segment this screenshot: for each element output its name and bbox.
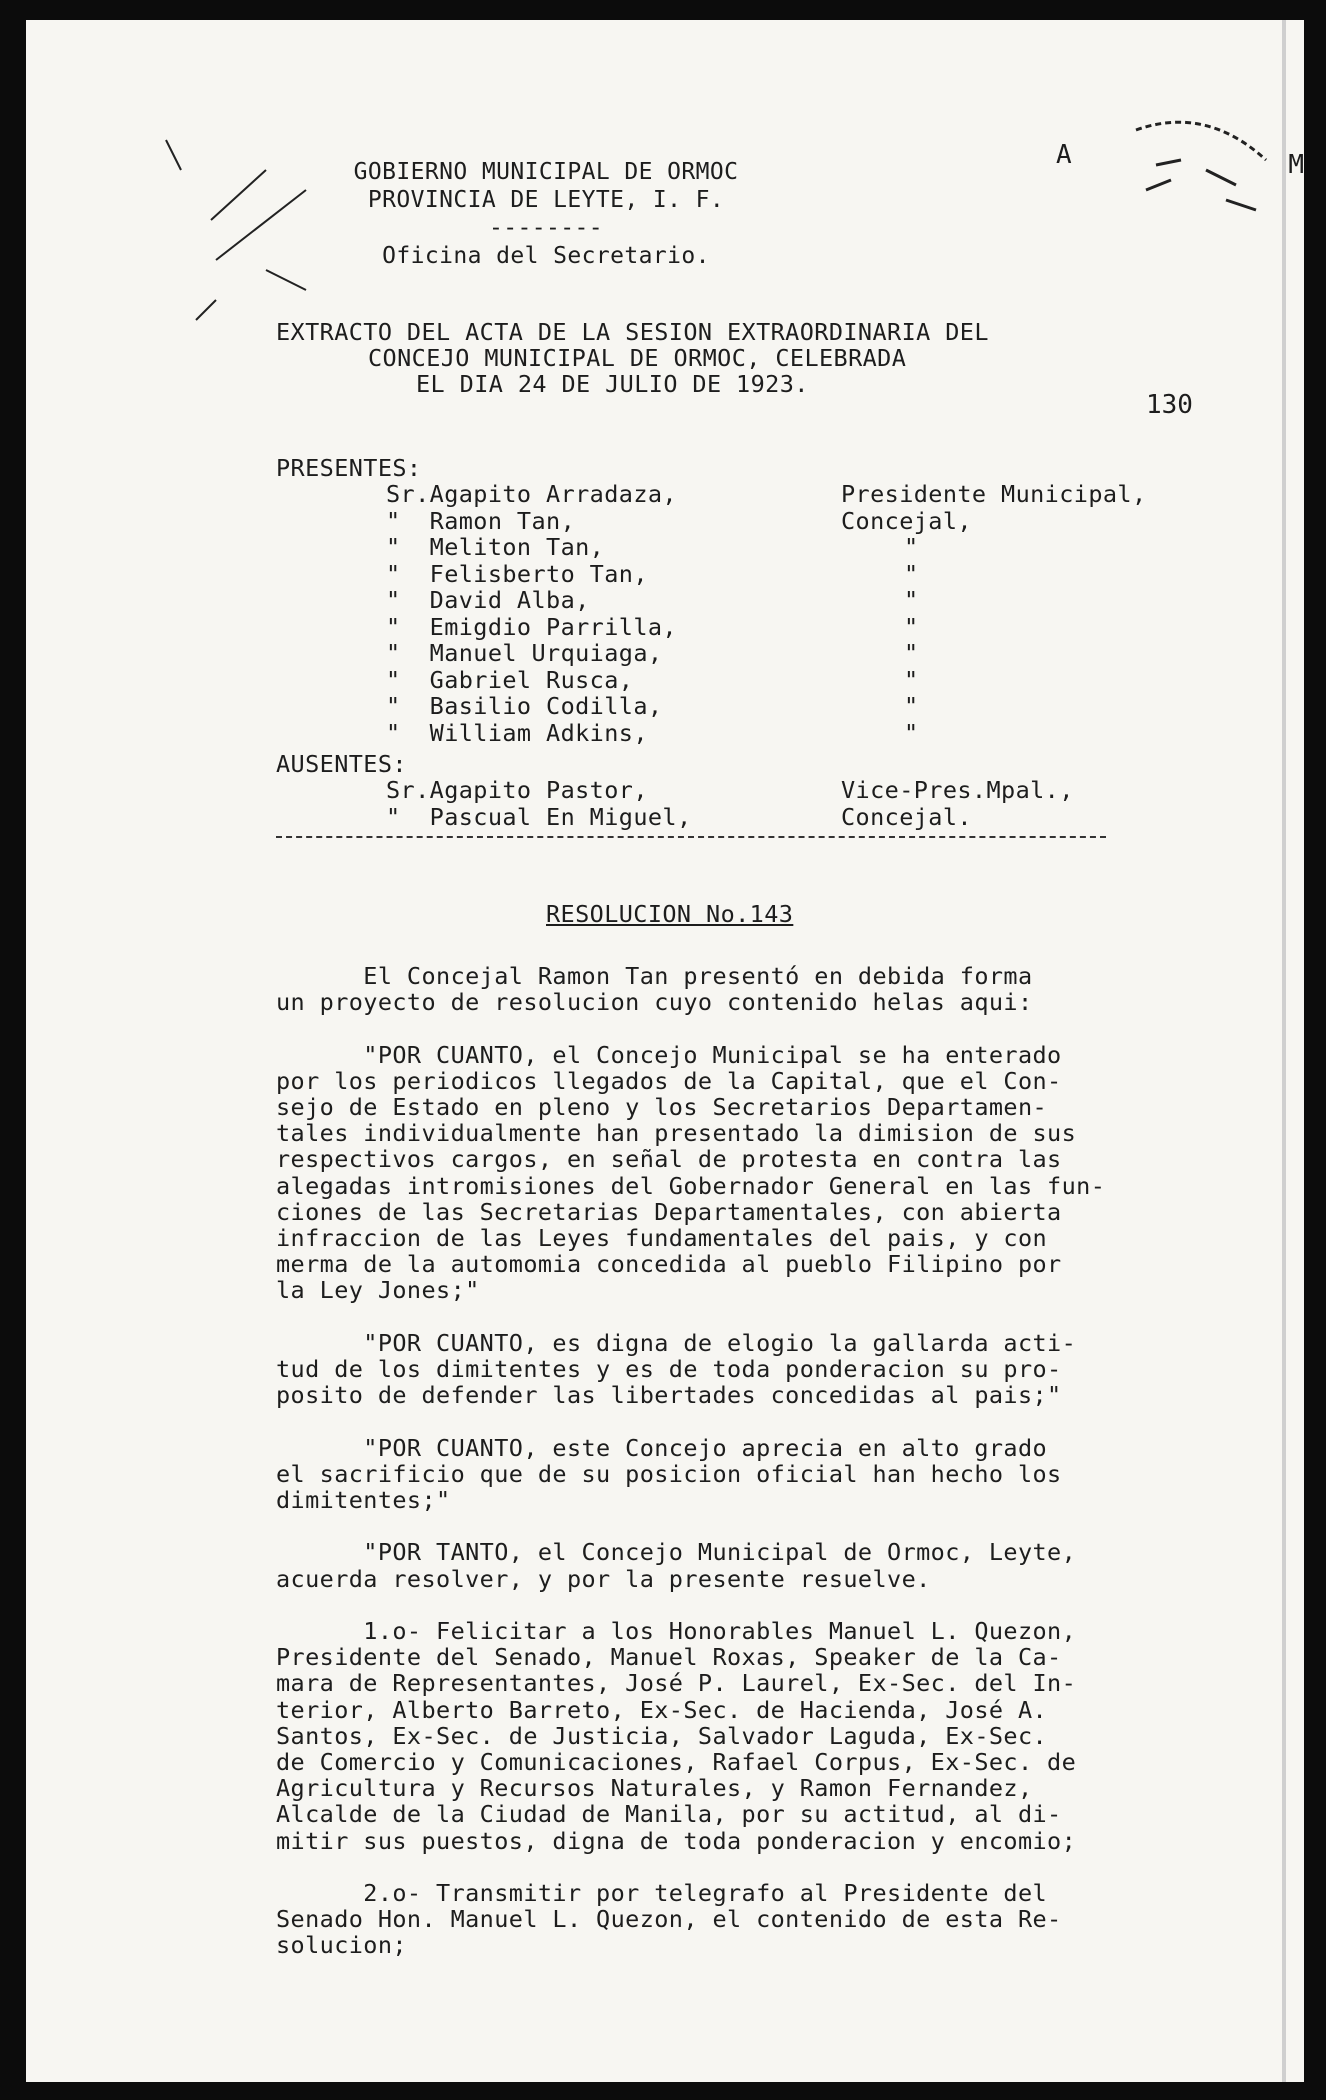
member-name: " Manuel Urquiaga, [386, 639, 663, 667]
resolution-line: tales individualmente han presentado la dimision de sus [276, 1119, 1077, 1148]
title-line-2: CONCEJO MUNICIPAL DE ORMOC, CELEBRADA [368, 344, 907, 372]
member-name: " Ramon Tan, [386, 506, 576, 535]
resolution-line: por los periodicos llegados de la Capital, que el Con- [276, 1066, 1062, 1095]
resolution-line: acuerda resolver, y por la presente resuelve. [276, 1564, 931, 1593]
resolution-line: la Ley Jones;" [276, 1276, 480, 1305]
edge-mark: M [1288, 150, 1304, 180]
member-role: " [904, 692, 919, 720]
header-separator: -------- [489, 215, 603, 241]
absent-role: Vice-Pres.Mpal., [841, 776, 1074, 804]
resolution-line: dimitentes;" [276, 1486, 451, 1514]
resolution-line: "POR CUANTO, es digna de elogio la gallarda acti- [276, 1328, 1077, 1357]
resolution-line: ciones de las Secretarias Departamentales, con abierta [276, 1197, 1062, 1226]
header-line-1: GOBIERNO MUNICIPAL DE ORMOC [353, 159, 739, 185]
resolution-line: alegadas intromisiones del Gobernador General en las fun- [276, 1171, 1106, 1200]
resolution-line: mara de Representantes, José P. Laurel, Ex-Sec. del In- [276, 1669, 1077, 1698]
resolution-line: "POR CUANTO, este Concejo aprecia en alto grado [276, 1433, 1048, 1462]
corner-mark: A [1056, 140, 1072, 170]
member-name: " William Adkins, [386, 718, 648, 747]
member-role: " [904, 612, 919, 641]
member-name: " Felisberto Tan, [386, 559, 648, 588]
page-number: 130 [1146, 390, 1193, 420]
resolution-line: solucion; [276, 1931, 407, 1960]
member-name: " Gabriel Rusca, [386, 665, 634, 694]
member-role: Concejal, [841, 506, 972, 535]
resolution-line: Senado Hon. Manuel L. Quezon, el contenido de esta Re- [276, 1905, 1062, 1934]
absent-role: Concejal. [841, 802, 972, 831]
resolution-line: respectivos cargos, en señal de protesta en contra las [276, 1145, 1062, 1174]
resolution-line: El Concejal Ramon Tan presentó en debida forma [276, 962, 1033, 990]
resolution-line: Santos, Ex-Sec. de Justicia, Salvador Laguda, Ex-Sec. [276, 1721, 1048, 1750]
presentes-label: PRESENTES: [276, 454, 422, 482]
resolution-line: 2.o- Transmitir por telegrafo al Presidente del [276, 1879, 1048, 1907]
resolution-line: Alcalde de la Ciudad de Manila, por su actitud, al di- [276, 1800, 1062, 1829]
member-role: " [904, 533, 919, 561]
ausentes-label: AUSENTES: [276, 750, 407, 778]
member-role: " [904, 586, 919, 614]
absent-name: Sr.Agapito Pastor, [386, 776, 648, 804]
resolution-line: mitir sus puestos, digna de toda ponderacion y encomio; [276, 1826, 1077, 1855]
member-role: " [904, 559, 919, 588]
resolution-line: Presidente del Senado, Manuel Roxas, Speaker de la Ca- [276, 1643, 1062, 1672]
member-role: " [904, 665, 919, 694]
header-line-3: Oficina del Secretario. [382, 243, 710, 269]
stamp-mark [1126, 110, 1286, 230]
resolution-line: "POR CUANTO, el Concejo Municipal se ha enterado [276, 1040, 1062, 1069]
member-name: Sr.Agapito Arradaza, [386, 480, 677, 508]
resolution-line: infraccion de las Leyes fundamentales del pais, y con [276, 1224, 1048, 1252]
header-line-2: PROVINCIA DE LEYTE, I. F. [367, 187, 725, 213]
absent-name: " Pascual En Miguel, [386, 802, 692, 831]
resolution-line: tud de los dimitentes y es de toda ponderacion su pro- [276, 1355, 1062, 1383]
member-role: Presidente Municipal, [841, 480, 1147, 508]
page-edge [1282, 20, 1286, 2082]
resolution-line: terior, Alberto Barreto, Ex-Sec. de Hacienda, José A. [276, 1695, 1048, 1724]
member-name: " Meliton Tan, [386, 533, 605, 561]
resolution-line: merma de la automomia concedida al pueblo Filipino por [276, 1250, 1062, 1279]
resolution-line: posito de defender las libertades concedidas al pais;" [276, 1381, 1062, 1410]
resolution-line: sejo de Estado en pleno y los Secretarios Departamen- [276, 1093, 1048, 1121]
title-line-3: EL DIA 24 DE JULIO DE 1923. [416, 370, 809, 398]
resolution-line: "POR TANTO, el Concejo Municipal de Ormoc, Leyte, [276, 1538, 1077, 1567]
member-name: " David Alba, [386, 586, 590, 614]
resolution-line: el sacrificio que de su posicion oficial han hecho los [276, 1459, 1062, 1488]
member-role: " [904, 639, 919, 667]
resolution-line: un proyecto de resolucion cuyo contenido helas aqui: [276, 988, 1033, 1017]
member-name: " Basilio Codilla, [386, 692, 663, 720]
resolution-line: 1.o- Felicitar a los Honorables Manuel L. Quezon, [276, 1617, 1077, 1645]
document-page [26, 20, 1304, 2082]
resolution-heading: RESOLUCION No.143 [546, 900, 794, 928]
title-line-1: EXTRACTO DEL ACTA DE LA SESION EXTRAORDINARIA DEL [276, 318, 989, 346]
member-role: " [904, 718, 919, 747]
resolution-line: Agricultura y Recursos Naturales, y Ramon Fernandez, [276, 1774, 1033, 1803]
member-name: " Emigdio Parrilla, [386, 612, 677, 641]
divider [276, 836, 1106, 838]
resolution-line: de Comercio y Comunicaciones, Rafael Corpus, Ex-Sec. de [276, 1748, 1077, 1776]
